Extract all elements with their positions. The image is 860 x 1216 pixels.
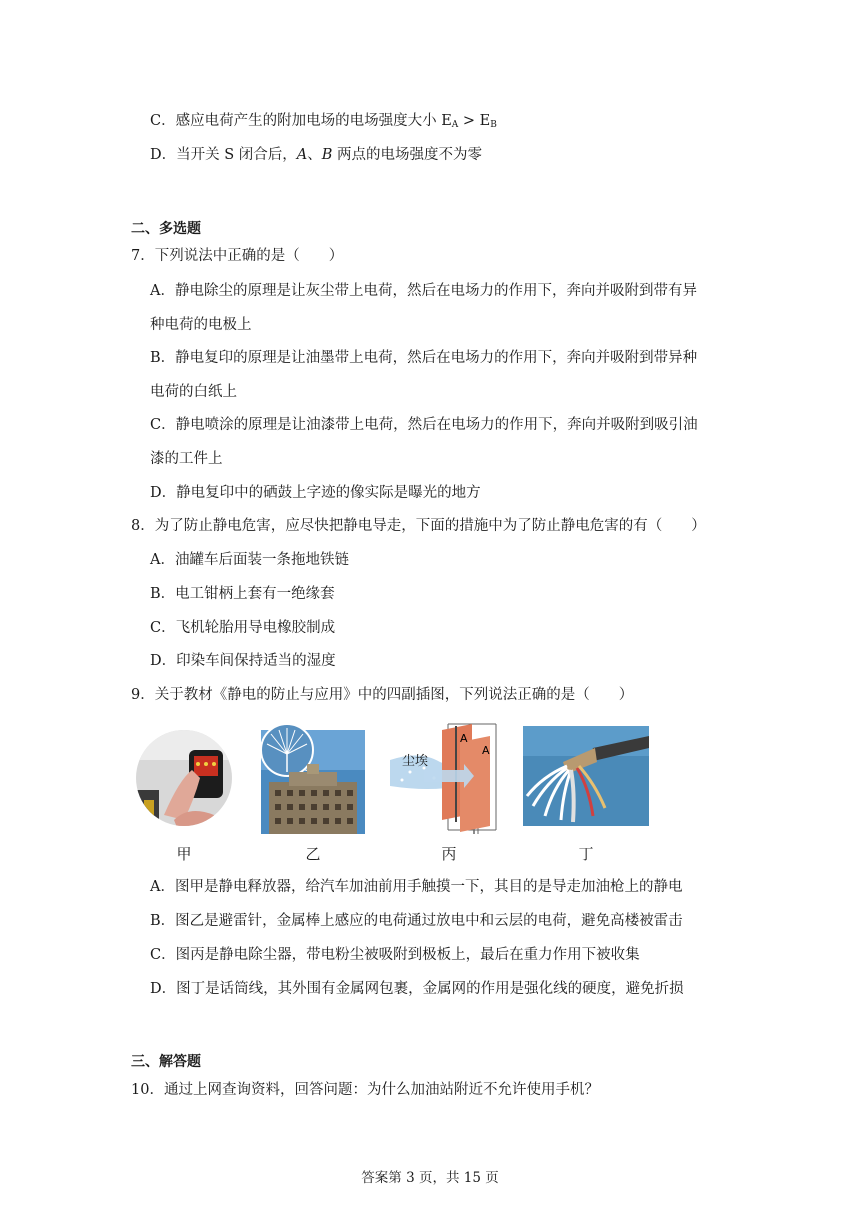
fig3-plate-label-2: A [482,744,490,757]
question-8-stem: 8．为了防止静电危害，应尽快把静电导走，下面的措施中为了防止静电危害的有（ ） [131,518,706,534]
q9-option-b: B．图乙是避雷针，金属棒上感应的电荷通过放电中和云层的电荷，避免高楼被雷击 [150,913,683,929]
q8-option-c: C．飞机轮胎用导电橡胶制成 [150,620,336,636]
q7-option-d: D．静电复印中的硒鼓上字迹的像实际是曝光的地方 [150,485,481,501]
q6-option-d: D．当开关 S 闭合后，A、B 两点的电场强度不为零 [150,147,483,163]
figure-jia-static-discharger [134,720,234,836]
q7-option-a-line1: A．静电除尘的原理是让灰尘带上电荷，然后在电场力的作用下，奔向并吸附到带有异 [150,283,697,299]
q7-option-c-line1: C．静电喷涂的原理是让油漆带上电荷，然后在电场力的作用下，奔向并吸附到吸引油 [150,417,698,433]
q8-option-a: A．油罐车后面装一条拖地铁链 [150,552,349,568]
caption-ding: 丁 [578,845,594,863]
q9-option-d: D．图丁是话筒线，其外围有金属网包裹，金属网的作用是强化线的硬度，避免折损 [150,981,684,997]
q7-option-a-line2: 种电荷的电极上 [150,317,252,333]
q9-option-c: C．图丙是静电除尘器，带电粉尘被吸附到极板上，最后在重力作用下被收集 [150,947,640,963]
q8-option-d: D．印染车间保持适当的湿度 [150,653,336,669]
figure-yi-lightning-rod [261,720,365,836]
question-10-stem: 10．通过上网查询资料，回答问题：为什么加油站附近不允许使用手机？ [131,1082,599,1098]
caption-jia: 甲 [176,845,192,863]
q7-option-c-line2: 漆的工件上 [150,451,223,467]
q7-option-b-line1: B．静电复印的原理是让油墨带上电荷，然后在电场力的作用下，奔向并吸附到带异种 [150,350,698,366]
figure-ding-shielded-cable [523,726,649,826]
fig3-dust-label: 尘埃 [402,754,429,769]
q6-option-c: C．感应电荷产生的附加电场的电场强度大小 $E_A > E_B$ [150,113,497,130]
question-7-stem: 7．下列说法中正确的是（ ） [131,248,344,264]
fig3-plate-label-1: A [460,732,468,745]
section-heading-answer-questions: 三、解答题 [131,1054,201,1070]
figure-bing-electrostatic-precipitator [390,720,502,836]
caption-bing: 丙 [441,845,457,863]
q9-option-a: A．图甲是静电释放器，给汽车加油前用手触摸一下，其目的是导走加油枪上的静电 [150,879,683,895]
caption-yi: 乙 [305,845,321,863]
question-9-stem: 9．关于教材《静电的防止与应用》中的四副插图，下列说法正确的是（ ） [131,687,634,703]
q7-option-b-line2: 电荷的白纸上 [150,384,237,400]
page-footer: 答案第 3 页，共 15 页 [361,1170,499,1186]
section-heading-multiple-choice: 二、多选题 [131,221,201,237]
q8-option-b: B．电工钳柄上套有一绝缘套 [150,586,335,602]
